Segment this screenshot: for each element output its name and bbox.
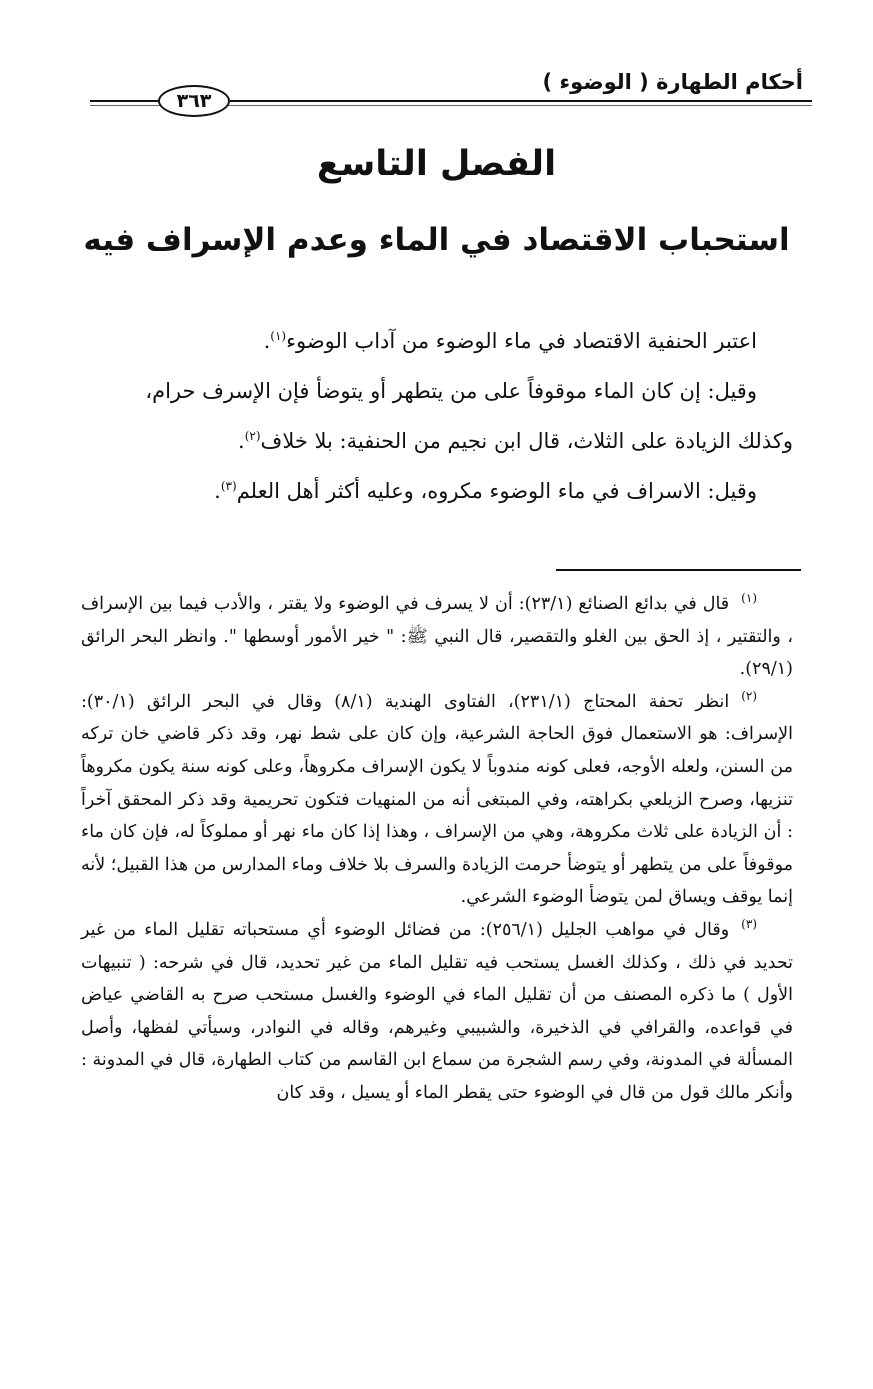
footnote-1-marker: (١)	[741, 591, 757, 606]
footnote-ref-2: (٢)	[244, 429, 261, 443]
paragraph-3-text: وقيل: الاسراف في ماء الوضوء مكروه، وعليه أكثر أهل العلم	[236, 479, 757, 503]
footnote-3-marker: (٣)	[741, 917, 757, 932]
header-rule-right	[230, 100, 812, 102]
footnotes	[81, 588, 793, 1110]
paragraph-1-end: .	[263, 329, 271, 353]
footnote-1	[81, 588, 793, 686]
paragraph-2-end: .	[238, 429, 245, 453]
paragraph-3-end: .	[214, 479, 221, 503]
paragraph-1	[73, 316, 793, 366]
footnote-2	[81, 686, 793, 914]
footnote-2-text: انظر تحفة المحتاج (٢٣١/١)، الفتاوى الهندية (٨/١) وقال في البحر الرائق (٣٠/١): الإسراف: هو الاستعمال فوق الحاجة الشرعية، وإن كان على شط نهر، وقد ذكر قاضي خان تركه من السنن، ولعله الأوجه، فعلى كونه مندوباً لا يكون الإسراف مكروهاً، وعلى كونه سنة يكون مكروهاً تنزيها، وصرح الزيلعي بكراهته، وفي المبتغى أنه من المنهيات فتكون تحريمية وقد ذكر المحقق آخراً : أن الزيادة على ثلاث مكروهة، وهي من الإسراف ، وهذا إذا كان ماء نهر أو مملوكاً له، فإن كان ماء موقوفاً على من يتطهر أو يتوضأ حرمت الزيادة والسرف بلا خلاف وماء المدارس من هذا القبيل؛ لأنه إنما يوقف ويساق لمن يتوضأ الوضوء الشرعي.	[81, 691, 793, 908]
page-number: ٣٦٣	[158, 85, 230, 117]
running-header-title: أحكام الطهارة ( الوضوء )	[542, 70, 803, 94]
footnote-ref-1: (١)	[270, 329, 287, 343]
footnote-2-marker: (٢)	[741, 688, 758, 703]
paragraph-1-text: اعتبر الحنفية الاقتصاد في ماء الوضوء من آداب الوضوء	[286, 329, 757, 353]
footnote-1-text: قال في بدائع الصنائع (٢٣/١): أن لا يسرف في الوضوء ولا يقتر ، والأدب فيما بين الإسراف ، والتقتير ، إذ الحق بين الغلو والتقصير، قال النبي ﷺ: " خير الأمور أوسطها ". وانظر البحر الرائق (٢٩/١).	[81, 594, 793, 680]
paragraph-3	[73, 466, 793, 516]
footnote-3	[81, 914, 793, 1110]
chapter-title: الفصل التاسع	[316, 144, 557, 184]
paragraph-2-line-1: وقيل: إن كان الماء موقوفاً على من يتطهر أو يتوضأ فإن الإسرف حرام،	[145, 379, 757, 403]
footnote-3-text: وقال في مواهب الجليل (٢٥٦/١): من فضائل الوضوء أي مستحباته تقليل الماء من غير تحديد في ذلك ، وكذلك الغسل يستحب فيه تقليل الماء من غير تحديد، قال في شرحه: ( تنبيهات الأول ) ما ذكره المصنف من أن تقليل الماء في الوضوء والغسل مستحب صرح به القاضي عياض في قواعده، والقرافي في الذخيرة، والشبيبي وغيرهم، وقاله في النوادر، وسيأتي لفظها، وأصل المسألة في المدونة، وفي رسم الشجرة من سماع ابن القاسم من كتاب الطهارة، قال في المدونة : وأنكر مالك قول من قال في الوضوء حتى يقطر الماء أو يسيل ، وقد كان	[81, 919, 793, 1103]
main-text	[73, 316, 793, 516]
paragraph-2-text: وكذلك الزيادة على الثلاث، قال ابن نجيم من الحنفية: بلا خلاف	[260, 429, 793, 453]
section-title: استحباب الاقتصاد في الماء وعدم الإسراف فيه	[83, 222, 790, 258]
footnote-divider	[556, 569, 801, 571]
footnote-ref-3: (٣)	[220, 479, 237, 493]
paragraph-2-line-2	[73, 416, 793, 466]
header-rule-left	[90, 100, 158, 102]
